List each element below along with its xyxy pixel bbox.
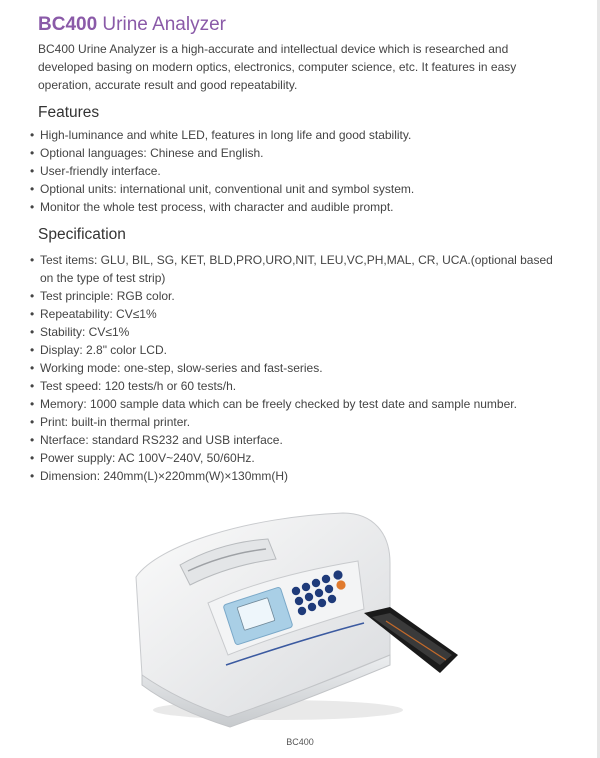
spec-item: • Memory: 1000 sample data which can be freely checked by test date and sample number. bbox=[30, 395, 560, 413]
page-title bbox=[38, 14, 226, 36]
feature-item: • Optional languages: Chinese and English. bbox=[30, 144, 560, 162]
title-name: Urine Analyzer bbox=[97, 14, 226, 35]
spec-item: • Stability: CV≤1% bbox=[30, 323, 560, 341]
image-caption: BC400 bbox=[286, 737, 314, 747]
intro-paragraph: BC400 Urine Analyzer is a high-accurate and intellectual device which is researched and developed basing on modern optics, electronics, computer science, etc. It features in easy operation, accurate result and good repeatability. bbox=[38, 42, 517, 92]
spec-item: • Repeatability: CV≤1% bbox=[30, 305, 560, 323]
spec-item: • Working mode: one-step, slow-series and fast-series. bbox=[30, 359, 560, 377]
title-model: BC400 bbox=[38, 14, 98, 35]
spec-item: • Power supply: AC 100V~240V, 50/60Hz. bbox=[30, 449, 560, 467]
features-heading: Features bbox=[38, 104, 100, 121]
spec-item: • Nterface: standard RS232 and USB interface. bbox=[30, 431, 560, 449]
features-list bbox=[30, 126, 560, 216]
spec-item: • Test items: GLU, BIL, SG, KET, BLD,PRO,URO,NIT, LEU,VC,PH,MAL, CR, UCA.(optional based on the type of test strip) bbox=[30, 251, 560, 287]
spec-item: • Test principle: RGB color. bbox=[30, 287, 560, 305]
feature-item: • User-friendly interface. bbox=[30, 162, 560, 180]
feature-item: • High-luminance and white LED, features in long life and good stability. bbox=[30, 126, 560, 144]
spec-item: • Test speed: 120 tests/h or 60 tests/h. bbox=[30, 377, 560, 395]
spec-item: • Display: 2.8" color LCD. bbox=[30, 341, 560, 359]
spec-item: • Print: built-in thermal printer. bbox=[30, 413, 560, 431]
feature-item: • Monitor the whole test process, with character and audible prompt. bbox=[30, 198, 560, 216]
feature-item: • Optional units: international unit, conventional unit and symbol system. bbox=[30, 180, 560, 198]
urine-analyzer-device-illustration bbox=[128, 505, 458, 730]
specification-list bbox=[30, 251, 560, 485]
specification-heading: Specification bbox=[38, 226, 126, 243]
spec-item: • Dimension: 240mm(L)×220mm(W)×130mm(H) bbox=[30, 467, 560, 485]
